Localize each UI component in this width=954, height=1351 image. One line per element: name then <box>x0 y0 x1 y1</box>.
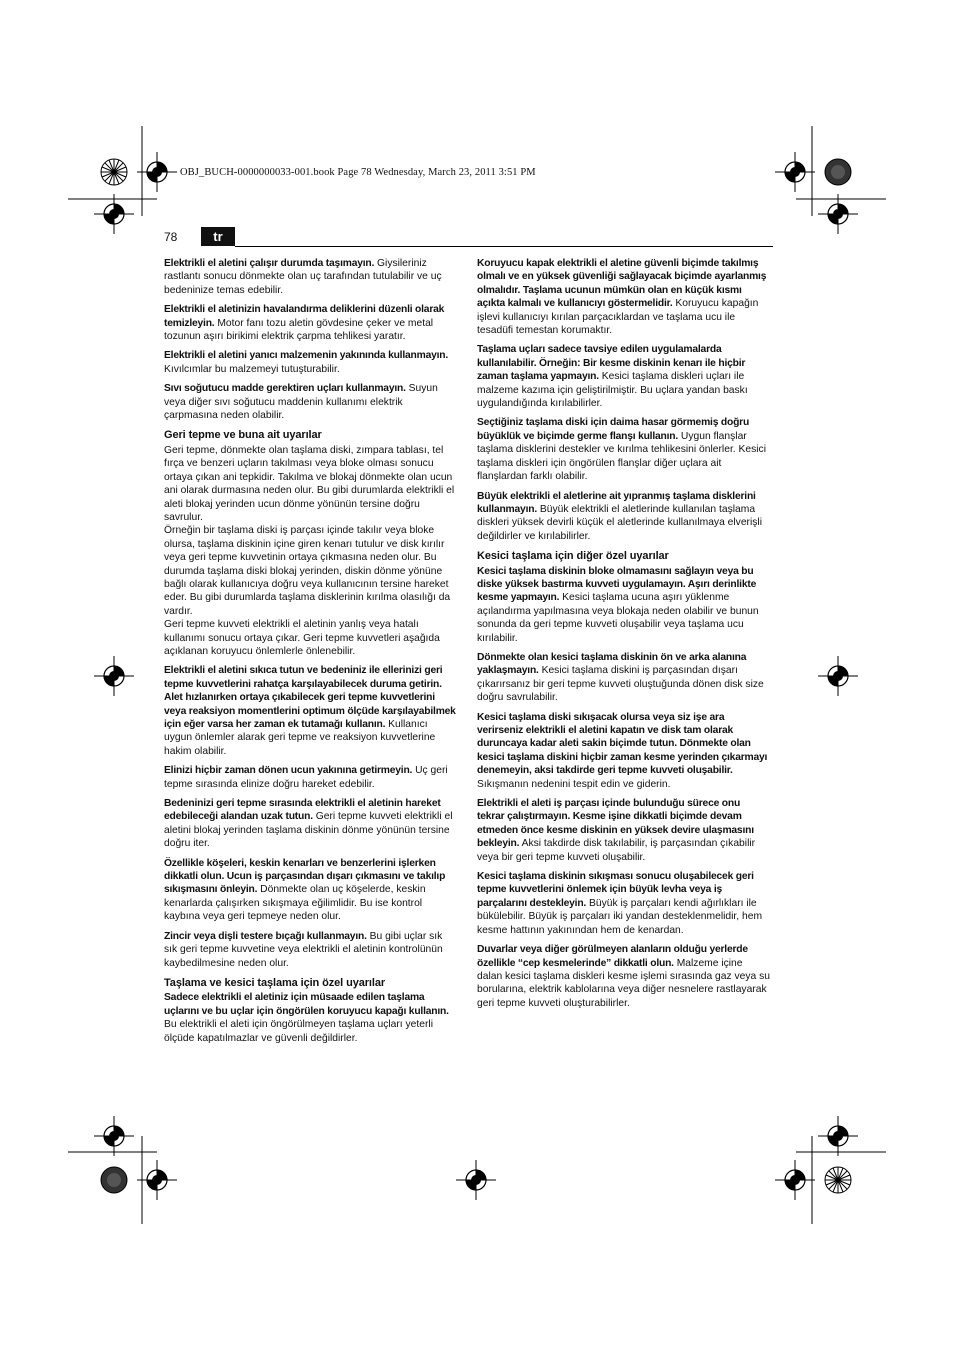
registration-target-icon <box>137 1160 177 1200</box>
paragraph-lead: Elinizi hiçbir zaman dönen ucun yakınına getirmeyin. <box>164 765 413 777</box>
paragraph <box>477 651 770 705</box>
registration-target-icon <box>94 656 134 696</box>
paragraph-lead: Koruyucu kapak elektrikli el aletine güvenli biçimde takılmış olmalı ve en yüksek güvenliği sağlayacak biçimde ayarlanmış olmalıdır. Taşlama ucunun mümkün olan en küçük kısmı açıkta kalmalı ve kullanıcıyı göstermelidir. <box>477 258 767 310</box>
registration-star-icon <box>825 1167 851 1193</box>
paragraph-lead: Elektrikli el aletinizin havalandırma deliklerini düzenli olarak temizleyin. <box>164 304 445 329</box>
paragraph-lead: Kesici taşlama diskinin bloke olmamasını sağlayın veya bu diske yüksek bastırma kuvveti uygulamayın. Aşırı derinlikte kesme yapmayın. <box>477 565 757 604</box>
paragraph <box>164 382 457 422</box>
paragraph-body: Geri tepme, dönmekte olan taşlama diski, zımpara tablası, tel fırça ve benzeri uçların takılması veya bloke olması sonucu ortaya çıkan ani tepkidir. Takılma ve blokaj dönmekte olan ucun ani olarak durmasına neden olur. Bu gibi durumlarda elektrikli el aleti blokaj yerinden ucun dönme yönünün tersine doğru savrulur. <box>164 444 455 523</box>
paragraph <box>477 565 770 645</box>
paragraph-body: Büyük elektrikli el aletlerinde kullanılan taşlama diskleri yüksek devirli küçük el aletlerinde kullanılmaya elverişli değildirler ve kırılabilirler. <box>477 503 762 542</box>
registration-star-icon <box>101 159 127 185</box>
paragraph-body: Bu gibi uçlar sık sık geri tepme kuvvetine veya elektrikli el aletinin kontrolünün kaybedilmesine neden olur. <box>164 930 443 969</box>
paragraph-body: Sıkışmanın nedenini tespit edin ve giderin. <box>477 778 671 790</box>
paragraph-lead: Elektrikli el aleti iş parçası içinde bulunduğu sürece onu tekrar çalıştırmayın. Kesme işine dikkatli biçimde devam etmeden önce kesme diskinin en yüksek devire ulaşmasını bekleyin. <box>477 798 754 850</box>
page-number: 78 <box>164 230 178 244</box>
paragraph-body: Kesici taşlama ucuna aşırı yüklenme açılandırma yapılmasına veya blokaja neden olabilir ve bunun sonunda da geri tepme kuvveti oluşabilir veya taşlama ucu kırılabilir. <box>477 592 759 644</box>
paragraph-body: Motor fanı tozu aletin gövdesine çeker ve metal tozunun aşırı birikimi elektrik çarpma tehlikesi yaratır. <box>164 317 434 343</box>
paragraph <box>164 930 457 970</box>
paragraph <box>477 490 770 544</box>
paragraph-body: Dönmekte olan uç köşelerde, keskin kenarlarda çalışırken sıkışmaya eğilimlidir. Bu ise kontrol kaybına veya geri tepmeye neden olur. <box>164 884 426 923</box>
language-badge: tr <box>201 227 235 246</box>
paragraph-body: Aksi takdirde disk takılabilir, iş parçasından çıkabilir veya bir geri tepme kuvveti oluşabilir. <box>477 838 756 863</box>
paragraph <box>164 524 457 618</box>
paragraph-body: Kesici taşlama diskini iş parçasından dışarı çıkarırsanız bir geri tepme kuvveti oluştuğunda dönen disk size doğru savrulabilir. <box>477 665 764 704</box>
section-heading: Taşlama ve kesici taşlama için özel uyarılar <box>164 976 386 989</box>
paragraph <box>164 991 457 1045</box>
section-heading: Geri tepme ve buna ait uyarılar <box>164 429 322 442</box>
registration-target-icon <box>94 1116 134 1156</box>
registration-target-icon <box>456 1160 496 1200</box>
registration-target-icon <box>818 656 858 696</box>
file-info-line: OBJ_BUCH-0000000033-001.book Page 78 Wednesday, March 23, 2011 3:51 PM <box>180 167 536 178</box>
paragraph-lead: Seçtiğiniz taşlama diski için daima hasar görmemiş doğru büyüklük ve biçimde germe flanşı kullanın. <box>477 417 750 442</box>
registration-dark-icon <box>101 1167 127 1193</box>
paragraph <box>477 943 770 1010</box>
paragraph-lead: Elektrikli el aletini sıkıca tutun ve bedeniniz ile ellerinizi geri tepme kuvvetlerini rahatça karşılayabilecek duruma getirin. Alet hızlanırken ortaya çıkabilecek geri tepme kuvvetlerini veya reaksiyon momentlerini optimum ölçüde karşılayabilmek için eğer varsa her zaman ek tutamağı kullanın. <box>164 665 456 730</box>
paragraph-lead: Sadece elektrikli el aletiniz için müsaade edilen taşlama uçlarını ve bu uçlar için öngörülen koruyucu kapağı kullanın. <box>164 992 449 1017</box>
paragraph-lead: Elektrikli el aletini yanıcı malzemenin yakınında kullanmayın. <box>164 350 449 362</box>
paragraph-lead: Özellikle köşeleri, keskin kenarları ve benzerlerini işlerken dikkatli olun. Ucun iş parçasından dışarı çıkmasını ve takılıp sıkışmasını önleyin. <box>164 857 446 896</box>
paragraph-body: Uç geri tepme sırasında elinize doğru hareket edebilir. <box>164 765 448 790</box>
paragraph-body: Büyük iş parçaları kendi ağırlıkları ile bükülebilir. Büyük iş parçaları iki yandan desteklenmelidir, hem kesme hattının yakınından hem de kenardan. <box>477 897 763 936</box>
paragraph-lead: Elektrikli el aletini çalışır durumda taşımayın. <box>164 258 375 269</box>
paragraph-body: Uygun flanşlar taşlama disklerini destekler ve kırılma tehlikesini önlerler. Kesici taşlama diskleri için öngörülen flanşlar diğer uçlara ait flanşlardan farklı olabilir. <box>477 430 766 483</box>
section-heading: Kesici taşlama için diğer özel uyarılar <box>477 550 669 563</box>
paragraph-lead: Zincir veya dişli testere bıçağı kullanmayın. <box>164 930 367 942</box>
registration-dark-icon <box>825 159 851 185</box>
registration-target-icon <box>94 194 134 234</box>
paragraph <box>164 257 457 297</box>
paragraph-body: Geri tepme kuvveti elektrikli el aletinin yanlış veya hatalı kullanımı sonucu ortaya çıkar. Geri tepme kuvvetleri aşağıda açıklanan koruyucu önlemlerle önlenebilir. <box>164 619 440 657</box>
paragraph <box>477 797 770 864</box>
paragraph <box>164 444 457 524</box>
paragraph <box>164 797 457 851</box>
registration-target-icon <box>775 152 815 192</box>
paragraph-lead: Kesici taşlama diski sıkışacak olursa veya siz işe ara verirseniz elektrikli el aletini kapatın ve disk tam olarak duruncaya kadar aleti sakin biçimde tutun. Dönmekte olan kesici taşlama diskini hiçbir zaman kesme yerinden çıkarmayı denemeyin, aksi takdirde geri tepme kuvveti oluşabilir. <box>477 711 768 777</box>
paragraph <box>164 303 457 343</box>
paragraph <box>164 764 457 791</box>
paragraph <box>164 618 457 658</box>
left-column <box>164 257 457 1051</box>
paragraph-body: Bu elektrikli el aleti için öngörülmeyen taşlama uçları yeterli ölçüde kapatılmazlar ve güvenli değildirler. <box>164 1019 433 1044</box>
registration-target-icon <box>137 152 177 192</box>
paragraph-lead: Dönmekte olan kesici taşlama diskinin ön ve arka alanına yaklaşmayın. <box>477 651 747 677</box>
paragraph-lead: Bedeninizi geri tepme sırasında elektrikli el aletinin hareket edebileceği alandan uzak tutun. <box>164 798 441 823</box>
paragraph-lead: Sıvı soğutucu madde gerektiren uçları kullanmayın. <box>164 383 406 395</box>
paragraph <box>477 711 770 791</box>
registration-target-icon <box>775 1160 815 1200</box>
paragraph-body: Kullanıcı uygun önlemler alarak geri tepme ve reaksiyon kuvvetlerine hakim olabilir. <box>164 719 436 757</box>
paragraph-lead: Taşlama uçları sadece tavsiye edilen uygulamalarda kullanılabilir. Örneğin: Bir kesme diskinin kenarı ile hiçbir zaman taşlama yapmayın. <box>477 344 746 383</box>
paragraph <box>164 664 457 758</box>
right-column <box>477 257 770 1016</box>
paragraph-lead: Büyük elektrikli el aletlerine ait yıpranmış taşlama disklerini kullanmayın. <box>477 490 756 515</box>
header-rule <box>235 246 773 247</box>
paragraph <box>477 416 770 483</box>
paragraph-lead: Duvarlar veya diğer görülmeyen alanların olduğu yerlerde özellikle “cep kesmelerinde” dikkatli olun. <box>477 944 748 969</box>
paragraph-body: Geri tepme kuvveti elektrikli el aletini blokaj yerinden taşlama diskinin dönme yönünün tersine doğru iter. <box>164 811 453 850</box>
paragraph <box>477 257 770 337</box>
paragraph-body: Koruyucu kapağın işlevi kullanıcıyı kırılan parçacıklardan ve taşlama ucu ile tesadüfi temestan korumaktır. <box>477 298 759 337</box>
paragraph-body: Giysileriniz rastlantı sonucu dönmekte olan uç tarafından tutulabilir ve uç bedeninize temas edebilir. <box>164 258 442 296</box>
paragraph <box>164 349 457 376</box>
registration-target-icon <box>818 194 858 234</box>
paragraph-body: Kesici taşlama diskleri uçları ile malzeme kazıma için geliştirilmiştir. Bu uçlara yandan baskı uygulandığında kırılabilirler. <box>477 371 748 410</box>
paragraph-body: Kıvılcımlar bu malzemeyi tutuşturabilir. <box>164 363 340 375</box>
paragraph-lead: Kesici taşlama diskinin sıkışması sonucu oluşabilecek geri tepme kuvvetlerini önlemek için büyük levha veya iş parçalarını destekleyin. <box>477 871 754 909</box>
paragraph-body: Suyun veya diğer sıvı soğutucu maddenin kullanımı elektrik çarpmasına neden olabilir. <box>164 383 438 422</box>
paragraph-body: Malzeme içine dalan kesici taşlama diskleri kesme işlemi sırasında gaz veya su borularına, elektrik kablolarına veya diğer nesnelere rastlayarak geri tepme kuvveti oluşturabilirler. <box>477 957 771 1009</box>
paragraph-body: Örneğin bir taşlama diski iş parçası içinde takılır veya bloke olursa, taşlama diskinin içine giren kenarı tutulur ve disk kırılır veya geri tepme kuvvetinin ortaya çıkmasına neden olur. Bu durumda taşlama diski blokaj yerinden, diskin dönme yönüne bağlı olarak kullanıcıya doğru veya kullanıcının tersine hareket eder. Bu gibi durumlarda taşlama disklerinin kırılma olasılığı da vardır. <box>164 525 451 617</box>
paragraph <box>164 857 457 924</box>
registration-target-icon <box>818 1116 858 1156</box>
paragraph <box>477 870 770 937</box>
paragraph <box>477 343 770 410</box>
